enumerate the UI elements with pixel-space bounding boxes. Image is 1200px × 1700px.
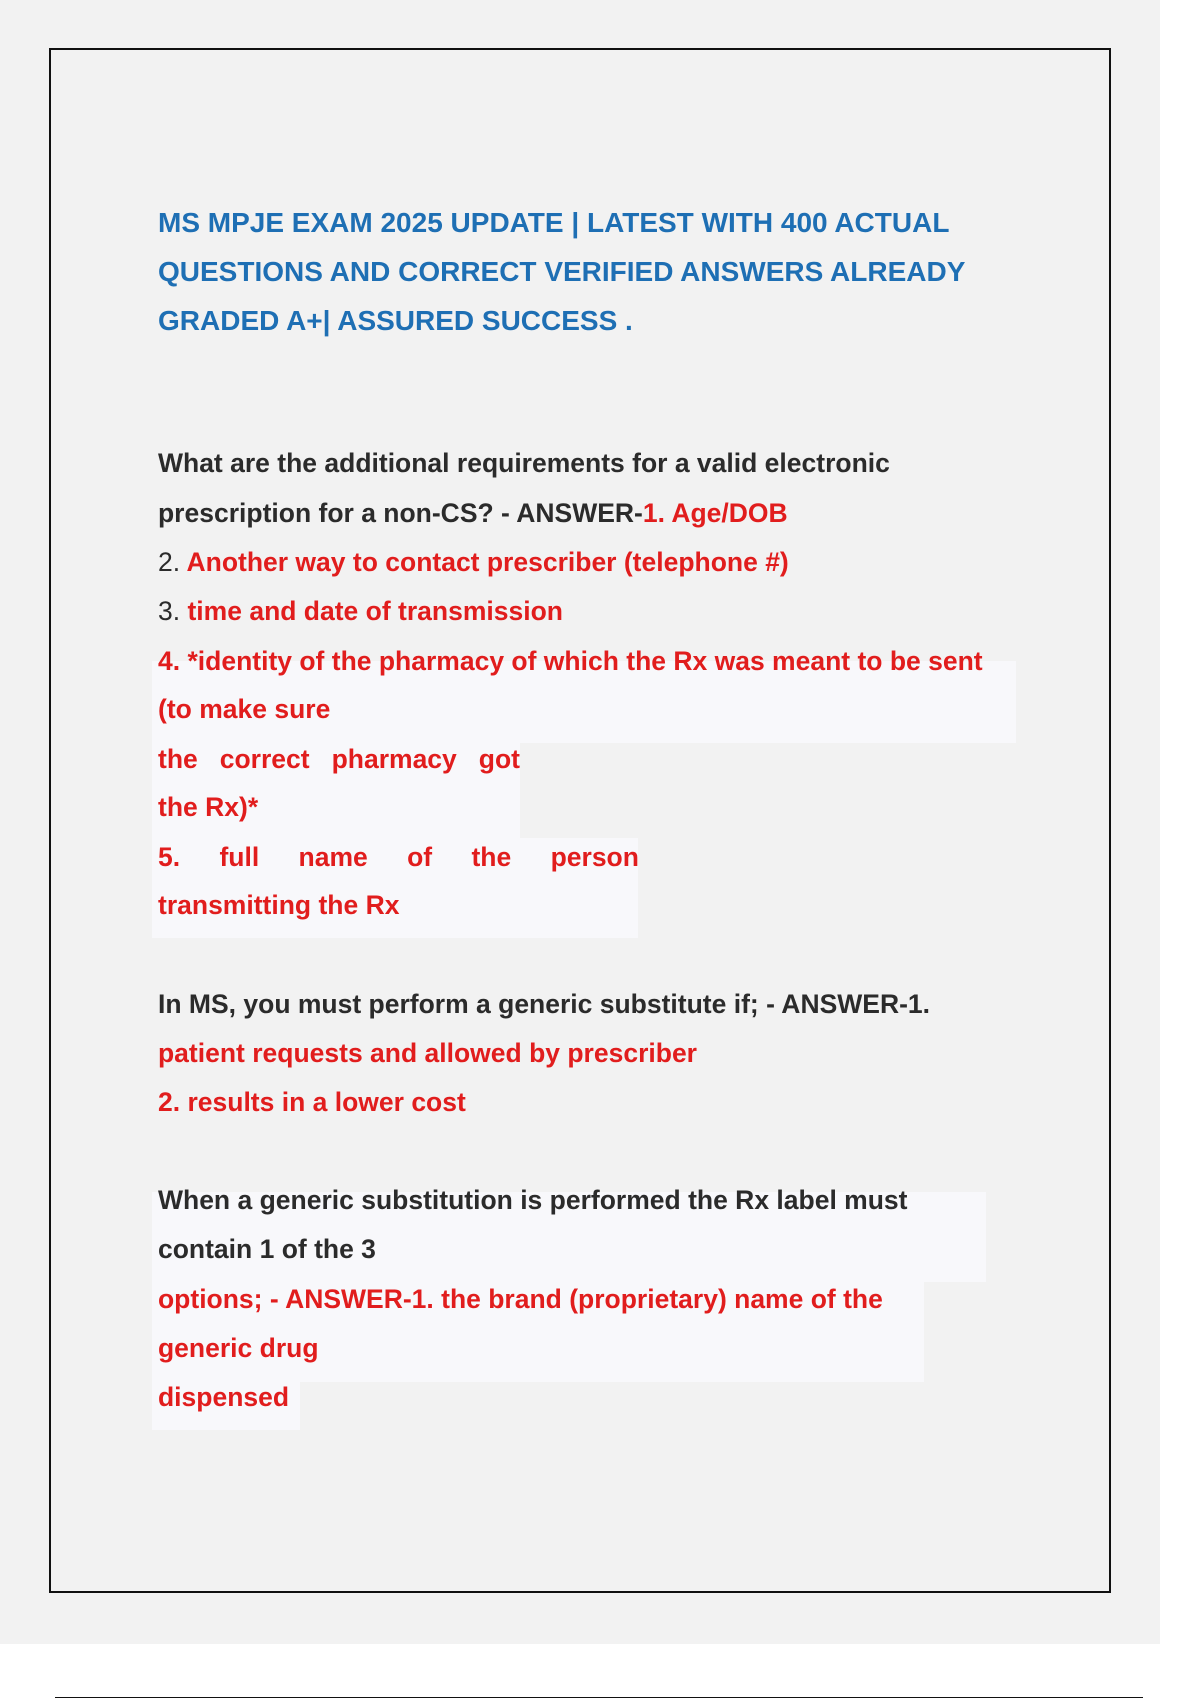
question-3-line-1: When a generic substitution is performed the Rx label must — [158, 1185, 908, 1215]
word: pharmacy — [331, 744, 457, 774]
answer-1-item-4-line-3 — [158, 742, 520, 776]
question-2: In MS, you must perform a generic substitute if; - ANSWER-1. — [158, 989, 931, 1019]
item-number: 3. — [158, 596, 181, 626]
question-1-prompt: prescription for a non-CS? - ANSWER- — [158, 498, 643, 528]
word: full — [219, 842, 260, 872]
answer-1-item-1: 1. Age/DOB — [642, 498, 788, 528]
word: got — [478, 744, 520, 774]
item-number: 2. — [158, 547, 181, 577]
answer-3-line-3: dispensed — [158, 1382, 290, 1412]
answer-2-line-1: patient requests and allowed by prescriber — [158, 1038, 697, 1068]
question-1-line-1: What are the additional requirements for a valid electronic — [158, 448, 890, 478]
answer-1-item-3 — [158, 594, 563, 628]
answer-2-line-2: 2. results in a lower cost — [158, 1087, 466, 1117]
document-title: MS MPJE EXAM 2025 UPDATE | LATEST WITH 400 ACTUAL QUESTIONS AND CORRECT VERIFIED ANSWERS ALREADY GRADED A+| ASSURED SUCCESS . — [158, 207, 965, 336]
question-3-line-2: contain 1 of the 3 — [158, 1234, 376, 1264]
question-1-line-2 — [158, 496, 788, 530]
answer-3-line-1: options; - ANSWER-1. the brand (proprietary) name of the — [158, 1284, 883, 1314]
answer-1-item-4-line-4: the Rx)* — [158, 792, 259, 822]
word: the — [158, 744, 198, 774]
answer-1-item-4-line-1: 4. *identity of the pharmacy of which the Rx was meant to be sent — [158, 646, 983, 676]
word: correct — [219, 744, 310, 774]
word: person — [550, 842, 639, 872]
word: of — [407, 842, 433, 872]
bottom-rule — [55, 1697, 1143, 1698]
answer-1-item-4-line-2: (to make sure — [158, 694, 331, 724]
item-text: time and date of transmission — [187, 596, 563, 626]
word: 5. — [158, 842, 181, 872]
answer-1-item-5-line-1 — [158, 840, 639, 874]
answer-3-line-2: generic drug — [158, 1333, 319, 1363]
word: the — [471, 842, 512, 872]
item-text: Another way to contact prescriber (telephone #) — [186, 547, 789, 577]
word: name — [298, 842, 368, 872]
answer-1-item-5-line-2: transmitting the Rx — [158, 890, 400, 920]
answer-1-item-2 — [158, 545, 789, 579]
